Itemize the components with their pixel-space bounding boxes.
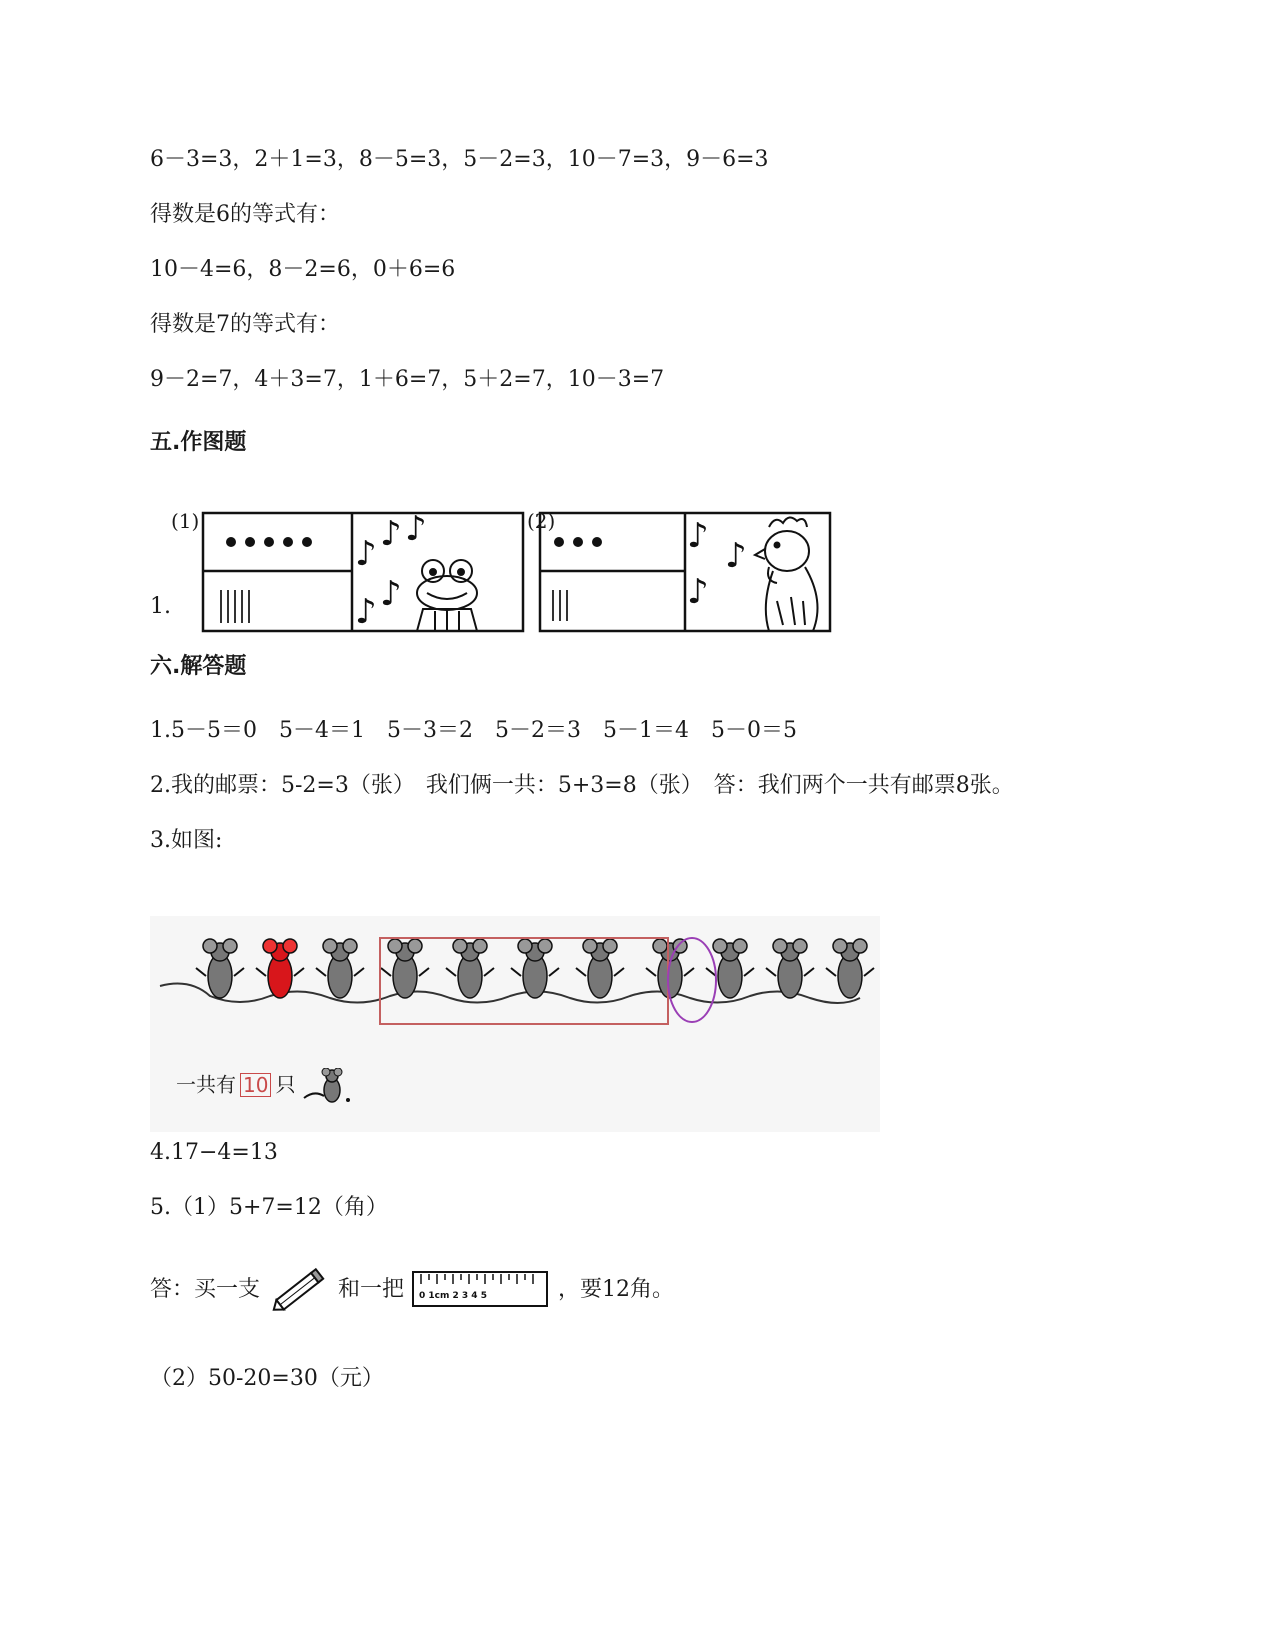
svg-text:♪: ♪ [355,534,377,574]
tally-marks-five [221,590,249,623]
small-mouse-icon [302,1068,354,1104]
mouse-icon [511,939,559,998]
svg-text:♪: ♪ [725,536,747,576]
answer-5-sentence [150,1260,674,1320]
svg-text:♪: ♪ [380,514,402,554]
answer-5-middle: 和一把 [338,1277,405,1302]
music-notes-icon [355,509,427,632]
svg-text:♪: ♪ [687,572,709,612]
tally-marks-three [553,590,567,621]
equations-result-6: 10－4=6，8－2=6，0＋6=6 [150,257,456,282]
answer-4: 4.17−4=13 [150,1140,278,1165]
mouse-figure [150,916,880,1132]
mouse-icon [706,939,754,998]
answer-5-part-2: （2）50-20=30（元） [150,1366,384,1391]
answer-3: 3.如图: [150,828,223,853]
mouse-icon [381,939,429,998]
caption-prefix: 一共有 [176,1072,236,1097]
mouse-count-box: 10 [240,1073,271,1097]
mouse-icon [316,939,364,998]
ruler-labels: 0 1cm 2 3 4 5 [419,1291,487,1301]
drawing-figure [165,505,875,635]
answer-5-suffix: ，要12角。 [558,1277,675,1302]
mouse-icons [196,939,874,998]
svg-text:♪: ♪ [380,574,402,614]
mouse-icon [446,939,494,998]
music-notes-icon [687,516,747,612]
pencil-icon [267,1262,331,1318]
frog-icon [417,560,477,631]
svg-text:♪: ♪ [687,516,709,556]
section-6-title: 六.解答题 [150,654,247,679]
mouse-icon [196,939,244,998]
equations-result-7: 9－2=7，4＋3=7，1＋6=7，5＋2=7，10－3=7 [150,367,665,392]
mouse-count-caption [176,1068,354,1104]
answer-5-prefix: 答：买一支 [150,1277,261,1302]
dots-three [554,537,602,547]
panel-2-label: (2) [527,509,556,533]
svg-text:♪: ♪ [405,509,427,549]
panel-2 [540,513,830,631]
mouse-icon [576,939,624,998]
panel-1-label: (1) [171,509,200,533]
caption-suffix: 只 [275,1072,296,1097]
answer-5-part-1: 5.（1）5+7=12（角） [150,1195,388,1220]
drawing-item-number: 1. [150,594,171,619]
equations-result-3: 6－3=3，2＋1=3，8－5=3，5－2=3，10－7=3，9－6=3 [150,147,769,172]
section-5-title: 五.作图题 [150,430,247,455]
ruler-icon [411,1268,551,1312]
dots-five [226,537,312,547]
label-result-6: 得数是6的等式有： [150,202,340,227]
answer-2: 2.我的邮票：5-2=3（张） 我们俩一共：5+3=8（张） 答：我们两个一共有邮票8张。 [150,773,1014,798]
mouse-icon-highlighted [256,939,304,998]
rooster-icon [755,517,818,631]
mouse-icon [826,939,874,998]
mouse-icon [766,939,814,998]
answer-1: 1.5－5＝0 5－4＝1 5－3＝2 5－2＝3 5－1＝4 5－0＝5 [150,718,797,743]
drawing-panels [165,505,875,635]
label-result-7: 得数是7的等式有： [150,312,340,337]
mouse-icon [646,939,694,998]
panel-1 [203,509,523,632]
svg-text:♪: ♪ [355,592,377,632]
